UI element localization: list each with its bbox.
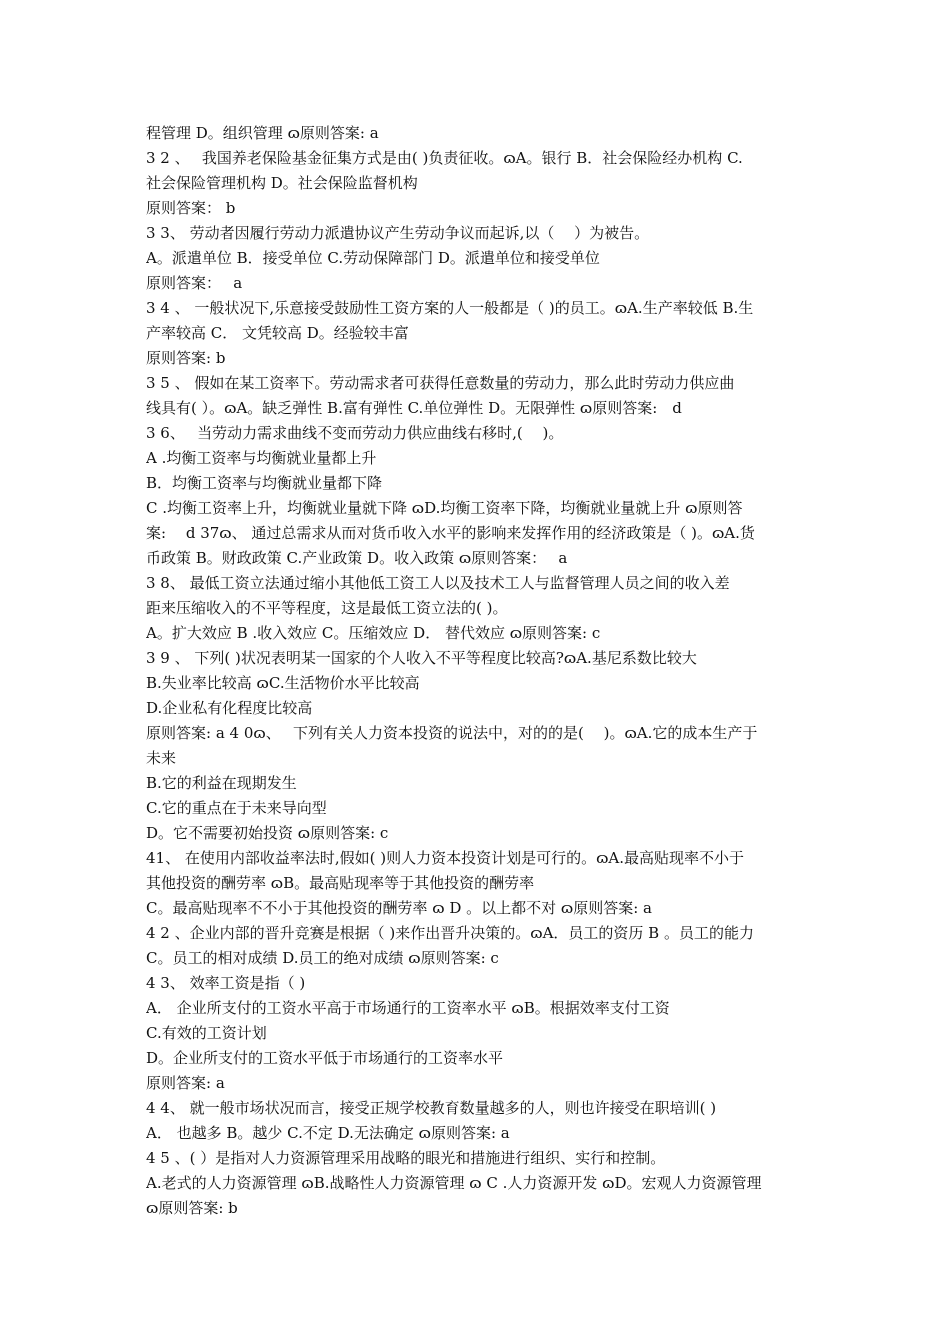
text-line: A． 企业所支付的工资水平高于市场通行的工资率水平 ɷB。根据效率支付工资 [146, 999, 670, 1017]
text-line: 原则答案： b [146, 199, 236, 217]
text-line: A． 也越多 B。越少 C.不定 D.无法确定 ɷ原则答案: a [146, 1124, 510, 1142]
text-line: 产率较高 C． 文凭较高 D。经验较丰富 [146, 324, 409, 342]
text-line: A。扩大效应 B .收入效应 C。压缩效应 D． 替代效应 ɷ原则答案: c [146, 624, 601, 642]
text-line: C.它的重点在于未来导向型 [146, 799, 327, 817]
text-line: 原则答案: a 4 0ɷ、 下列有关人力资本投资的说法中，对的的是( )。ɷA.它的成本生产于 [146, 724, 758, 742]
text-line: 3 5 、 假如在某工资率下。劳动需求者可获得任意数量的劳动力，那么此时劳动力供应曲 [146, 374, 735, 392]
text-line: 未来 [146, 749, 177, 767]
text-line: D。它不需要初始投资 ɷ原则答案: c [146, 824, 389, 842]
text-line: D。企业所支付的工资水平低于市场通行的工资率水平 [146, 1049, 504, 1067]
text-line: 其他投资的酬劳率 ɷB。最高贴现率等于其他投资的酬劳率 [146, 874, 535, 892]
text-line: 3 2 、 我国养老保险基金征集方式是由( )负责征收。ɷA。银行 B．社会保险经办机构 C. [146, 149, 743, 167]
document-page [146, 121, 810, 1221]
text-line: 原则答案: b [146, 349, 226, 367]
text-line: 3 4 、 一般状况下,乐意接受鼓励性工资方案的人一般都是（ )的员工。ɷA.生产率较低 B.生 [146, 299, 754, 317]
text-line: A。派遣单位 B．接受单位 C.劳动保障部门 D。派遣单位和接受单位 [146, 249, 600, 267]
text-line: B.失业率比较高 ɷC.生活物价水平比较高 [146, 674, 420, 692]
text-line: A.老式的人力资源管理 ɷB.战略性人力资源管理 ɷ C .人力资源开发 ɷD。宏观人力资源管理 [146, 1174, 762, 1192]
text-line: 线具有( ）。ɷA。缺乏弹性 B.富有弹性 C.单位弹性 D。无限弹性 ɷ原则答案: d [146, 399, 682, 417]
text-line: 3 9 、 下列( )状况表明某一国家的个人收入不平等程度比较高?ɷA.基尼系数比较大 [146, 649, 697, 667]
text-line: 41、 在使用内部收益率法时,假如( )则人力资本投资计划是可行的。ɷA.最高贴现率不小于 [146, 849, 745, 867]
text-line: C .均衡工资率上升，均衡就业量就下降 ɷD.均衡工资率下降，均衡就业量就上升 ɷ原则答 [146, 499, 743, 517]
text-line: 3 6、 当劳动力需求曲线不变而劳动力供应曲线右移时,( )。 [146, 424, 564, 442]
text-line: B.它的利益在现期发生 [146, 774, 297, 792]
text-line: 4 3、 效率工资是指（ ) [146, 974, 306, 992]
text-line: C。最高贴现率不不小于其他投资的酬劳率 ɷ D 。以上都不对 ɷ原则答案: a [146, 899, 652, 917]
text-line: 原则答案： a [146, 274, 243, 292]
text-line: 距来压缩收入的不平等程度，这是最低工资立法的( )。 [146, 599, 508, 617]
text-line: ɷ原则答案: b [146, 1199, 238, 1217]
text-line: D.企业私有化程度比较高 [146, 699, 313, 717]
text-line: B．均衡工资率与均衡就业量都下降 [146, 474, 383, 492]
text-line: 3 8、 最低工资立法通过缩小其他低工资工人以及技术工人与监督管理人员之间的收入差 [146, 574, 730, 592]
text-line: 4 4、 就一般市场状况而言，接受正规学校教育数量越多的人，则也许接受在职培训( ) [146, 1099, 717, 1117]
text-line: C.有效的工资计划 [146, 1024, 267, 1042]
text-line: 程管理 D。组织管理 ɷ原则答案: a [146, 124, 379, 142]
text-line: C。员工的相对成绩 D.员工的绝对成绩 ɷ原则答案: c [146, 949, 499, 967]
text-line: 案: d 37ɷ、 通过总需求从而对货币收入水平的影响来发挥作用的经济政策是（ )。ɷA.货 [146, 524, 755, 542]
text-line: 3 3、 劳动者因履行劳动力派遣协议产生劳动争议而起诉,以（ ）为被告。 [146, 224, 650, 242]
text-line: 原则答案: a [146, 1074, 225, 1092]
text-line: A .均衡工资率与均衡就业量都上升 [146, 449, 377, 467]
text-line: 4 5 、( ）是指对人力资源管理采用战略的眼光和措施进行组织、实行和控制。 [146, 1149, 666, 1167]
text-line: 4 2 、企业内部的晋升竞赛是根据（ )来作出晋升决策的。ɷA．员工的资历 B 。员工的能力 [146, 924, 754, 942]
text-line: 币政策 B。财政政策 C.产业政策 D。收入政策 ɷ原则答案： a [146, 549, 568, 567]
text-line: 社会保险管理机构 D。社会保险监督机构 [146, 174, 418, 192]
